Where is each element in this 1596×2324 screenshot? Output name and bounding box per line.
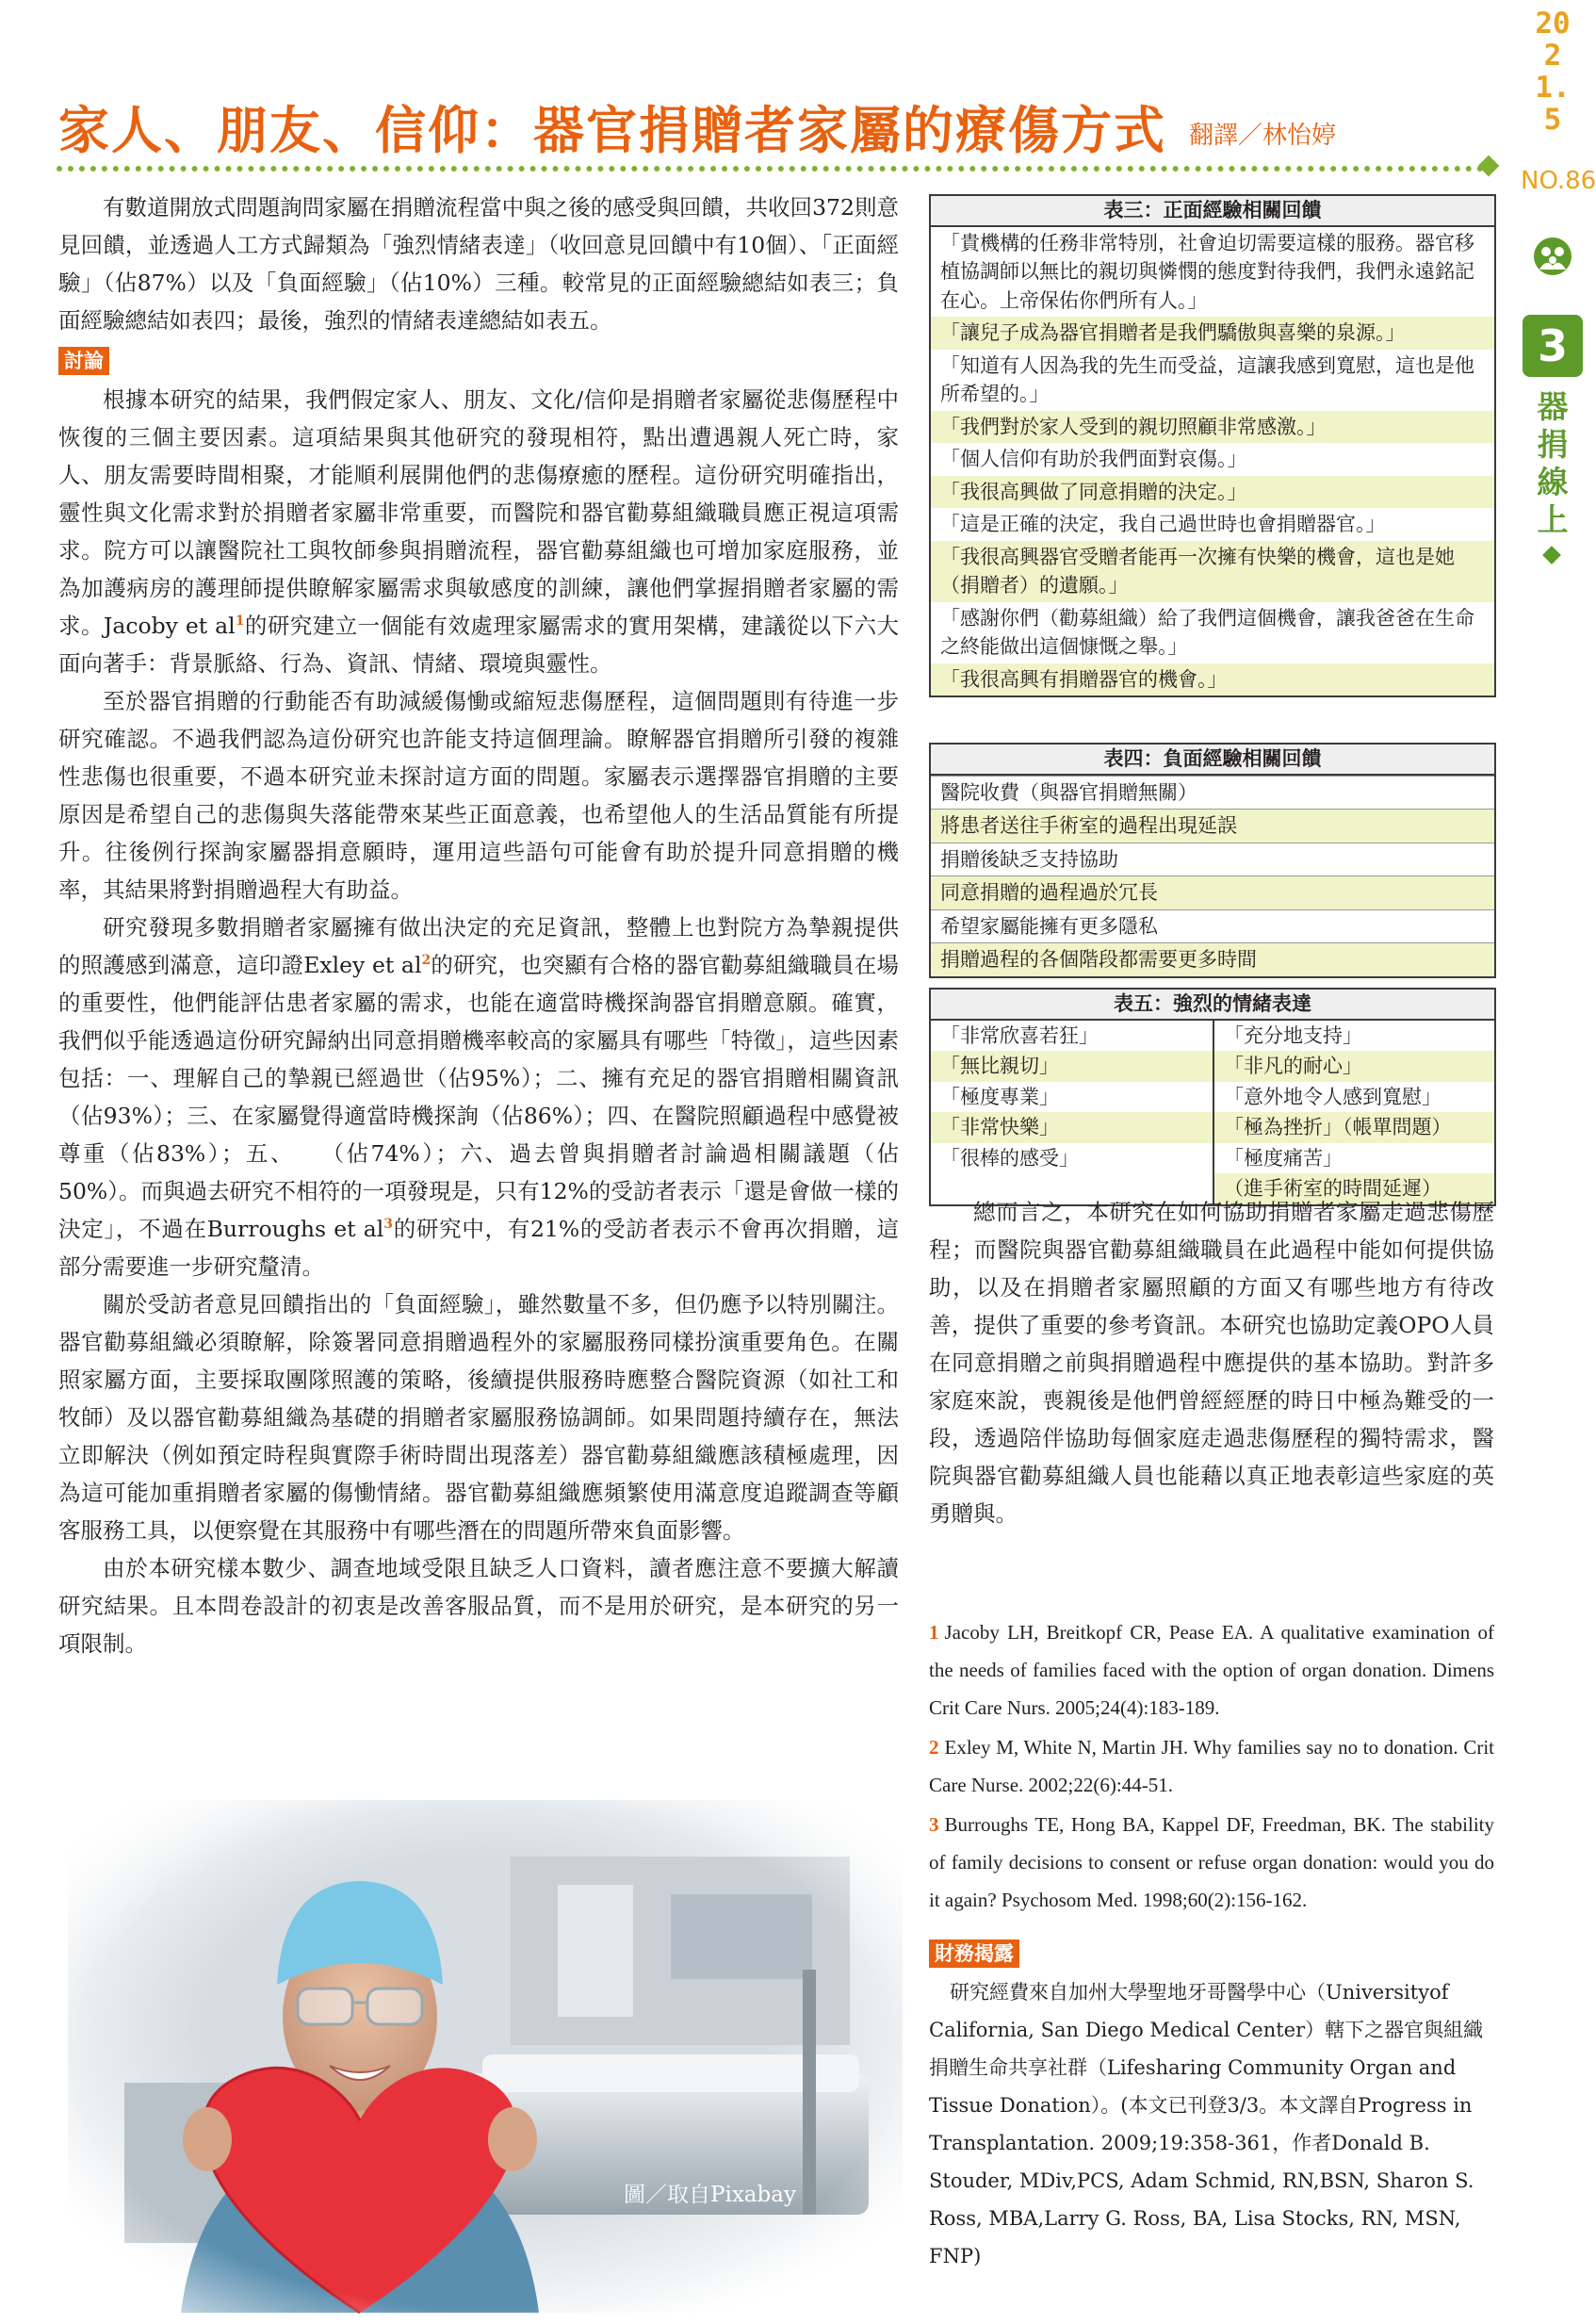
right-column <box>929 1193 1494 1532</box>
table-negative-feedback <box>929 743 1496 978</box>
table-column-left <box>931 1021 1213 1204</box>
table-row: 「個人信仰有助於我們面對哀傷。」 <box>940 448 1247 470</box>
table-cell: 「無比親切」 <box>931 1051 1213 1082</box>
table-row: 「感謝你們（勸募組織）給了我們這個機會，讓我爸爸在生命之終能做出這個慷慨之舉。」 <box>940 606 1474 658</box>
discussion-paragraph-2: 至於器官捐贈的行動能否有助減緩傷慟或縮短悲傷歷程，這個問題則有待進一步研究確認。不過我們認為這份研究也許能支持這個理論。瞭解器官捐贈所引發的複雜性悲傷也很重要，不過本研究並未探討這方面的問題。家屬表示選擇器官捐贈的主要原因是希望自己的悲傷與失落能帶來某些正面意義，也希望他人的生活品質能有所提升。往後例行探詢家屬器捐意願時，運用這些語句可能會有助於提升同意捐贈的機率，其結果將對捐贈過程大有助益。 <box>58 688 899 903</box>
divider-diamond-icon <box>1478 155 1500 177</box>
issue-number: NO.86 <box>1521 167 1596 195</box>
reference-item <box>929 1728 1494 1804</box>
reference-text: Exley M, White N, Martin JH. Why families say no to donation. Crit Care Nurse. 2002;22(6):44-51. <box>929 1736 1494 1796</box>
financial-disclosure <box>929 1932 1494 2275</box>
table-row: 希望家屬能擁有更多隱私 <box>931 909 1494 943</box>
reference-number: 3 <box>929 1813 939 1836</box>
discussion-heading: 討論 <box>58 347 109 375</box>
left-column <box>58 188 899 1662</box>
reference-item <box>929 1806 1494 1919</box>
table-title: 表三：正面經驗相關回饋 <box>931 196 1494 227</box>
table-row: 「我很高興器官受贈者能再一次擁有快樂的機會，這也是她（捐贈者）的遺願。」 <box>931 541 1494 602</box>
table-positive-feedback <box>929 194 1496 697</box>
conclusion-paragraph: 總而言之，本研究在如何協助捐贈者家屬走過悲傷歷程；而醫院與器官勸募組織職員在此過程中能如何提供協助，以及在捐贈者家屬照顧的方面又有哪些地方有待改善，提供了重要的參考資訊。本研究也協助定義OPO人員在同意捐贈之前與捐贈過程中應提供的基本協助。對許多家庭來說，喪親後是他們曾經經歷的時日中極為難受的一段，透過陪伴協助每個家庭走過悲傷歷程的獨特需求，醫院與器官勸募組織人員也能藉以真正地表彰這些家庭的英勇贈與。 <box>929 1199 1494 1527</box>
disclosure-heading: 財務揭露 <box>929 1939 1019 1968</box>
citation-1: 1 <box>235 614 245 630</box>
table-cell: 「非凡的耐心」 <box>1214 1051 1494 1082</box>
table-row: 將患者送往手術室的過程出現延誤 <box>931 809 1494 843</box>
table-column-right <box>1213 1021 1494 1204</box>
table-row: 「知道有人因為我的先生而受益，這讓我感到寬慰，這也是他所希望的。」 <box>940 353 1474 405</box>
nurse-heart-photo <box>68 1800 903 2313</box>
table-row: 「貴機構的任務非常特別，社會迫切需要這樣的服務。器官移植協調師以無比的親切與憐憫的態度對待我們，我們永遠銘記在心。上帝保佑你們所有人。」 <box>940 231 1474 312</box>
table-row: 捐贈後缺乏支持協助 <box>931 843 1494 876</box>
reference-number: 2 <box>929 1736 939 1759</box>
table-row: 醫院收費（與器官捐贈無關） <box>931 776 1494 810</box>
issue-year: 2021.5 <box>1535 7 1571 137</box>
photo-credit: 圖／取自Pixabay <box>624 2183 796 2207</box>
table-cell: 「充分地支持」 <box>1224 1023 1362 1047</box>
table-cell: 「很棒的感受」 <box>940 1146 1079 1170</box>
table-row: 「我們對於家人受到的親切照顧非常感激。」 <box>931 411 1494 444</box>
table-cell: （進手術室的時間延遲） <box>1214 1173 1494 1204</box>
table-cell: 「極為挫折」（帳單問題） <box>1214 1112 1494 1143</box>
intro-paragraph: 有數道開放式問題詢問家屬在捐贈流程當中與之後的感受與回饋，共收回372則意見回饋，並透過人工方式歸類為「強烈情緒表達」（收回意見回饋中有10個）、「正面經驗」（佔87%）以及「負面經驗」（佔10%）三種。較常見的正面經驗總結如表三；負面經驗總結如表四；最後，強烈的情緒表達總結如表五。 <box>58 194 899 334</box>
section-name: 器捐線上 <box>1537 388 1569 538</box>
disclosure-text: 研究經費來自加州大學聖地牙哥醫學中心（Universityof California, San Diego Medical Center）轄下之器官與組織捐贈生命共享社群（Lifesharing Community Organ and Tissue Donation）。(本文已刊登3/3。本文譯自Progress in Transplantation. 2009;19:358-361，作者Donald B. Stouder, MDiv,PCS, Adam Schmid, RN,BSN, Sharon S. Ross, MBA,Larry G. Ross, BA, Lisa Stocks, RN, MSN, FNP) <box>929 1981 1484 2267</box>
table-cell: 「非常快樂」 <box>931 1112 1213 1143</box>
article-title: 家人、朋友、信仰：器官捐贈者家屬的療傷方式 <box>58 100 1166 160</box>
reference-text: Burroughs TE, Hong BA, Kappel DF, Freedman, BK. The stability of family decisions to consent or refuse organ donation: would you do it again? Psychosom Med. 1998;60(2):156-162. <box>929 1813 1494 1911</box>
table-cell: 「意外地令人感到寬慰」 <box>1224 1085 1441 1108</box>
discussion-paragraph-1: 根據本研究的結果，我們假定家人、朋友、文化/信仰是捐贈者家屬從悲傷歷程中恢復的三個主要因素。這項結果與其他研究的發現相符，點出遭遇親人死亡時，家人、朋友需要時間相聚，才能順利展開他們的悲傷療癒的歷程。這份研究明確指出，靈性與文化需求對於捐贈者家屬非常重要，而醫院和器官勸募組織職員應正視這項需求。院方可以讓醫院社工與牧師參與捐贈流程，器官勸募組織也可增加家庭服務，並為加護病房的護理師提供瞭解家屬需求與敏感度的訓練，讓他們掌握捐贈者家屬的需求。Jacoby et $al^1$的研究建立一個能有效處理家屬需求的實用架構，建議從以下六大面向著手：背景脈絡、行為、資訊、情緒、環境與靈性。 <box>58 386 899 677</box>
references-list <box>929 1613 1494 1921</box>
table-row: 「這是正確的決定，我自己過世時也會捐贈器官。」 <box>940 513 1386 535</box>
table-strong-emotions <box>929 988 1496 1206</box>
translator-byline: 翻譯／林怡婷 <box>1189 122 1337 150</box>
table-cell: 「非常欣喜若狂」 <box>940 1023 1099 1047</box>
table-cell: 「極度痛苦」 <box>1224 1146 1343 1170</box>
discussion-paragraph-5: 由於本研究樣本數少、調查地域受限且缺乏人口資料，讀者應注意不要擴大解讀研究結果。且本問卷設計的初衷是改善客服品質，而不是用於研究，是本研究的另一項限制。 <box>58 1555 899 1657</box>
table-row: 「讓兒子成為器官捐贈者是我們驕傲與喜樂的泉源。」 <box>931 317 1494 350</box>
title-dotted-divider <box>57 166 1484 172</box>
section-number-badge: 3 <box>1523 315 1583 377</box>
reference-text: Jacoby LH, Breitkopf CR, Pease EA. A qualitative examination of the needs of families faced with the option of organ donation. Dimens Crit Care Nurs. 2005;24(4):183-189. <box>929 1621 1494 1719</box>
discussion-paragraph-3: 研究發現多數捐贈者家屬擁有做出決定的充足資訊，整體上也對院方為摯親提供的照護感到滿意，這印證Exley et $al^2$的研究，也突顯有合格的器官勸募組織職員在場的重要性，他們能評估患者家屬的需求，也能在適當時機探詢器官捐贈意願。確實，我們似乎能透過這份研究歸納出同意捐贈機率較高的家屬具有哪些「特徵」，這些因素包括：一、理解自己的摯親已經過世（佔95%）；二、擁有充足的器官捐贈相關資訊（佔93%）；三、在家屬覺得適當時機探詢（佔86%）；四、在醫院照顧過程中感覺被尊重（佔83%）；五、 （佔74%）；六、過去曾與捐贈者討論過相關議題（佔50%）。而與過去研究不相符的一項發現是，只有12%的受訪者表示「還是會做一樣的決定」，不過在Burroughs et $al^3$的研究中，有21%的受訪者表示不會再次捐贈，這部分需要進一步研究釐清。 <box>58 914 899 1280</box>
family-icon <box>1534 237 1572 275</box>
discussion-paragraph-4: 關於受訪者意見回饋指出的「負面經驗」，雖然數量不多，但仍應予以特別關注。器官勸募組織必須瞭解，除簽署同意捐贈過程外的家屬服務同樣扮演重要角色。在關照家屬方面，主要採取團隊照護的策略，後續提供服務時應整合醫院資源（如社工和牧師）及以器官勸募組織為基礎的捐贈者家屬服務協調師。如果問題持續存在，無法立即解決（例如預定時程與實際手術時間出現落差）器官勸募組織應該積極處理，因為這可能加重捐贈者家屬的傷慟情緒。器官勸募組織應頻繁使用滿意度追蹤調查等顧客服務工具，以便察覺在其服務中有哪些潛在的問題所帶來負面影響。 <box>58 1291 899 1544</box>
citation-3: 3 <box>383 1217 394 1233</box>
table-row: 「我很高興做了同意捐贈的決定。」 <box>931 476 1494 509</box>
table-title: 表四：負面經驗相關回饋 <box>931 745 1494 776</box>
table-row: 「我很高興有捐贈器官的機會。」 <box>931 663 1494 696</box>
table-row: 同意捐贈的過程過於冗長 <box>931 876 1494 909</box>
table-cell: 「極度專業」 <box>940 1085 1059 1108</box>
reference-number: 1 <box>929 1621 939 1644</box>
reference-item <box>929 1613 1494 1727</box>
table-row: 捐贈過程的各個階段都需要更多時間 <box>931 942 1494 976</box>
table-title: 表五：強烈的情緒表達 <box>931 990 1494 1021</box>
citation-2: 2 <box>421 953 432 969</box>
